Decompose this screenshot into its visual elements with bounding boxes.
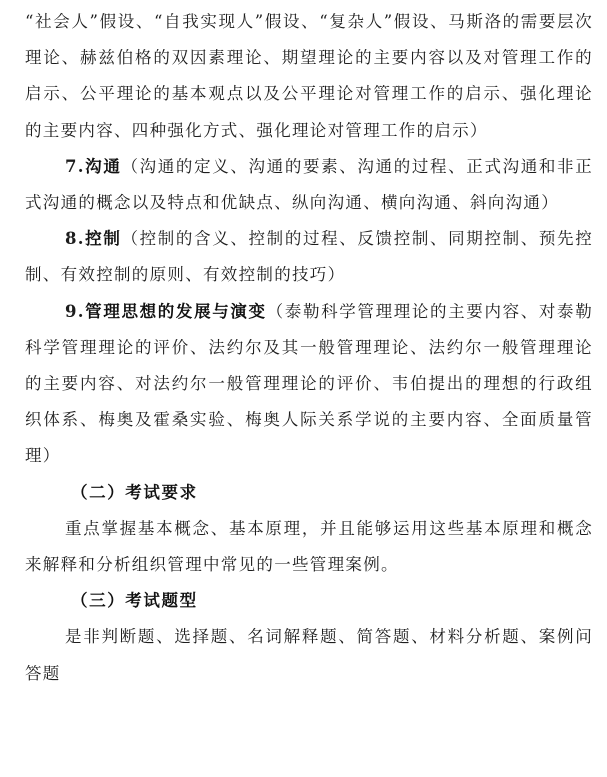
item-7-paragraph	[25, 149, 593, 221]
item-9-paragraph	[25, 294, 593, 475]
item-8-title: 控制	[84, 229, 122, 249]
intro-paragraph: “社会人”假设、“自我实现人”假设、“复杂人”假设、马斯洛的需要层次理论、赫兹伯格的双因素理论、期望理论的主要内容以及对管理工作的启示、公平理论的基本观点以及公平理论对管理工作的启示、强化理论的主要内容、四种强化方式、强化理论对管理工作的启示）	[25, 12, 593, 140]
item-7-title: 沟通	[84, 156, 122, 176]
item-9-body: （泰勒科学管理理论的主要内容、对泰勒科学管理理论的评价、法约尔及其一般管理理论、法约尔一般管理理论的主要内容、对法约尔一般管理理论的评价、韦伯提出的理想的行政组织体系、梅奥及霍桑实验、梅奥人际关系学说的主要内容、全面质量管理）	[25, 301, 594, 466]
item-8-number: 8.	[65, 229, 85, 249]
item-7-number: 7.	[65, 156, 85, 176]
item-8-paragraph	[25, 221, 593, 293]
exam-requirements-heading: （二）考试要求	[71, 482, 198, 502]
item-7-body: （沟通的定义、沟通的要素、沟通的过程、正式沟通和非正式沟通的概念以及特点和优缺点、纵向沟通、横向沟通、斜向沟通）	[25, 156, 593, 213]
exam-requirements-paragraph: 重点掌握基本概念、基本原理，并且能够运用这些基本原理和概念来解释和分析组织管理中常见的一些管理案例。	[25, 518, 593, 575]
item-9-title: 管理思想的发展与演变	[84, 301, 267, 321]
exam-types-paragraph: 是非判断题、选择题、名词解释题、简答题、材料分析题、案例问答题	[25, 627, 593, 683]
item-9-number: 9.	[65, 301, 85, 321]
item-8-body: （控制的含义、控制的过程、反馈控制、同期控制、预先控制、有效控制的原则、有效控制的技巧）	[25, 229, 593, 285]
exam-types-heading: （三）考试题型	[71, 591, 198, 611]
